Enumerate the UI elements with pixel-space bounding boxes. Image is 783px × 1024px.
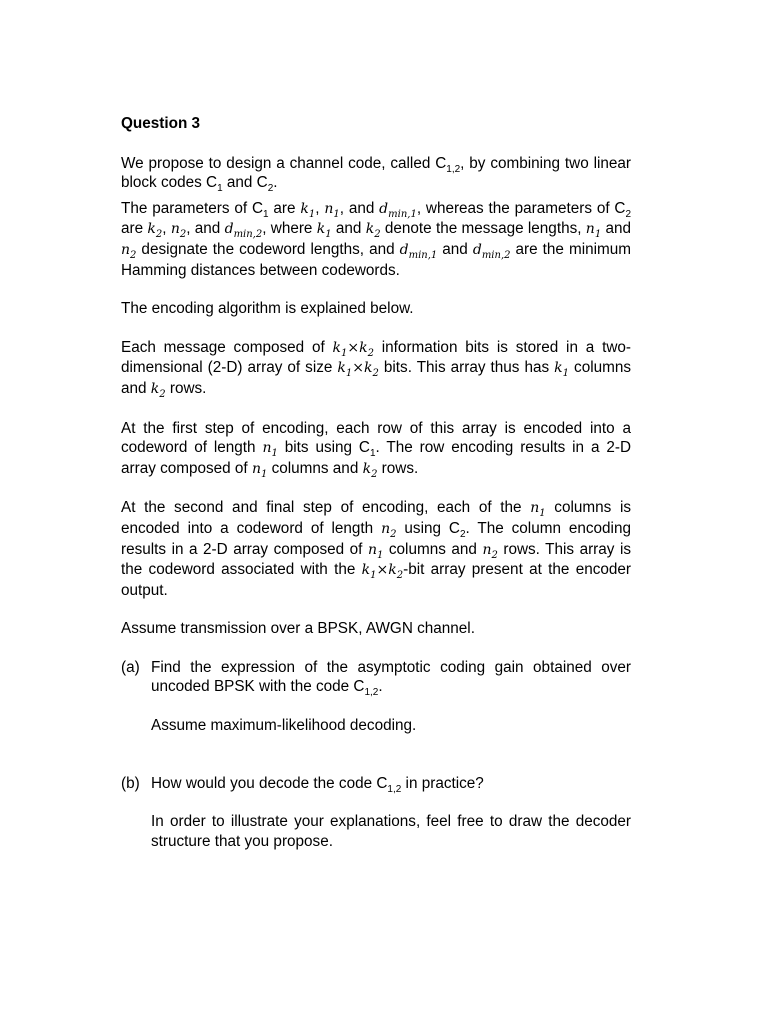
math-k2: $k_2$ bbox=[365, 221, 381, 241]
subscript: 2 bbox=[267, 183, 274, 195]
text: , where bbox=[262, 220, 317, 238]
subquestion-a bbox=[121, 658, 631, 736]
subquestion-label: (a) bbox=[121, 658, 140, 676]
paragraph-parameters: The parameters of $C_1$ are $k_1$, $n_1$, and $d_{min,1}$, whereas the parameters of $C_2$ are $k_2$, $n_2$, and $d_{min,2}$, where $k_1$ and $k_2$ denote the message lengths, $n_1$ and $n_2$ designate the codeword lengths, and $d_{min,1}$ and $d_{min,2}$ are the minimum Hamming distances between codewords. bbox=[121, 199, 632, 279]
math-dmin1: $d_{min,1}$ bbox=[379, 200, 417, 220]
text: -bit array present at the encoder output. bbox=[121, 561, 631, 599]
math-n2: $n_2$ bbox=[170, 221, 187, 241]
subquestion-body bbox=[151, 774, 631, 852]
math-k1xk2: $k_1\times k_2$ bbox=[332, 339, 374, 359]
text: At the first step of encoding, each row of this array is encoded into a codeword of length bbox=[121, 419, 631, 457]
paragraph-message-array bbox=[121, 338, 631, 400]
paragraph-encoding-intro: The encoding algorithm is explained below. bbox=[121, 300, 414, 318]
subscript: 1 bbox=[369, 448, 376, 460]
text: columns and bbox=[267, 459, 363, 477]
paragraph-intro bbox=[121, 154, 631, 193]
text: . bbox=[273, 174, 278, 192]
math-k1xk2: $k_1\times k_2$ bbox=[337, 360, 379, 380]
text: and C bbox=[222, 174, 268, 192]
text: are bbox=[121, 220, 148, 238]
math-n2: $n_2$ bbox=[121, 241, 137, 261]
text: The parameters of C bbox=[121, 199, 264, 217]
math-k1: $k_1$ bbox=[316, 221, 332, 241]
subscript: 2 bbox=[625, 208, 632, 220]
math-k2: $k_2$ bbox=[362, 460, 378, 480]
text: are the minimum Hamming distances between codewords. bbox=[121, 240, 632, 279]
text: are bbox=[268, 199, 301, 217]
math-n1: $n_1$ bbox=[530, 500, 546, 520]
math-n1: $n_1$ bbox=[367, 541, 384, 561]
math-dmin2: $d_{min,2}$ bbox=[224, 221, 263, 241]
text: rows. bbox=[165, 379, 207, 397]
math-k2: $k_2$ bbox=[147, 221, 163, 241]
math-k2: $k_2$ bbox=[150, 380, 166, 400]
subquestion-note: Assume maximum-likelihood decoding. bbox=[151, 717, 417, 735]
subquestion-text: Find the expression of the asymptotic coding gain obtained over uncoded BPSK with the code $C_{1,2}$. bbox=[151, 658, 631, 699]
text: rows. bbox=[377, 459, 419, 477]
text: denote the message lengths, bbox=[380, 220, 586, 238]
question-title: Question 3 bbox=[121, 115, 201, 132]
paragraph-assumption: Assume transmission over a BPSK, AWGN channel. bbox=[121, 620, 475, 638]
text: rows. This array is the codeword associated with the bbox=[121, 540, 631, 579]
text: Each message composed of bbox=[121, 338, 333, 356]
math-n1: $n_1$ bbox=[585, 221, 602, 241]
subscript: 1 bbox=[217, 183, 223, 195]
math-dmin2: $d_{min,2}$ bbox=[472, 241, 511, 261]
text: using C bbox=[396, 519, 460, 537]
subquestion-label: (b) bbox=[121, 774, 140, 792]
text: bits. This array thus has bbox=[378, 359, 555, 377]
subquestion-note: In order to illustrate your explanations, feel free to draw the decoder structure that you propose. bbox=[151, 813, 631, 850]
paragraph-row-encoding bbox=[121, 419, 631, 480]
text: We propose to design a channel code, called C bbox=[121, 154, 447, 172]
subquestion-b bbox=[121, 774, 631, 852]
text: . The column encoding results in a 2-D array composed of bbox=[121, 519, 631, 558]
subscript: 1,2 bbox=[446, 163, 461, 175]
text: information bits is stored in a two-dimensional (2-D) array of size bbox=[121, 338, 631, 377]
subscript: 2 bbox=[459, 528, 466, 540]
math-n1: $n_1$ bbox=[251, 460, 268, 480]
math-k1xk2: $k_1\times k_2$ bbox=[361, 562, 404, 581]
paragraph-column-encoding bbox=[121, 498, 631, 600]
text: bits using C bbox=[277, 439, 370, 457]
text: , whereas the parameters of C bbox=[416, 199, 626, 217]
text: columns is encoded into a codeword of length bbox=[121, 499, 631, 537]
math-k1: $k_1$ bbox=[300, 200, 316, 220]
math-n1: $n_1$ bbox=[262, 440, 278, 459]
math-n1: $n_1$ bbox=[324, 200, 340, 220]
text: columns and bbox=[383, 540, 483, 558]
text: columns and bbox=[121, 359, 632, 397]
math-n2: $n_2$ bbox=[482, 541, 498, 561]
text: . The row encoding results in a 2-D array composed of bbox=[121, 439, 632, 477]
subscript: 1 bbox=[263, 208, 269, 220]
text: designate the codeword lengths, and bbox=[136, 240, 400, 258]
subquestion-body bbox=[151, 658, 631, 736]
math-n2: $n_2$ bbox=[381, 520, 397, 540]
text: At the second and final step of encoding, each of the bbox=[121, 499, 531, 517]
math-dmin1: $d_{min,1}$ bbox=[399, 241, 438, 261]
question-page bbox=[121, 114, 631, 851]
math-k1: $k_1$ bbox=[554, 360, 570, 380]
text: , by combining two linear block codes C bbox=[121, 154, 631, 192]
subquestion-text: How would you decode the code $C_{1,2}$ in practice? bbox=[151, 774, 484, 795]
